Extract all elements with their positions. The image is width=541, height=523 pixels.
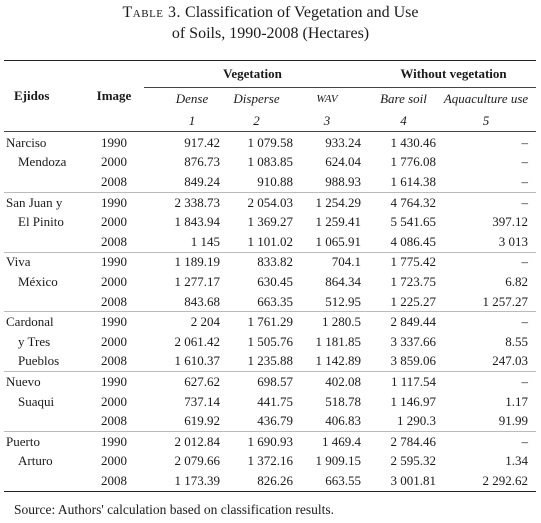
table-row	[4, 153, 536, 173]
year-cell: 2000	[101, 333, 127, 349]
table-row	[4, 332, 536, 352]
wav-cell: 512.95	[325, 293, 361, 309]
aquaculture-cell: 397.12	[492, 214, 528, 230]
disperse-cell: 630.45	[257, 273, 293, 289]
year-cell: 2008	[101, 353, 127, 369]
table-title-line-2: of Soils, 1990-2008 (Hectares)	[171, 25, 370, 42]
bare-soil-cell: 1 117.54	[361, 372, 436, 392]
disperse-cell: 826.26	[257, 472, 293, 488]
ejido-cell: Viva	[4, 252, 84, 272]
header-number-2: 2	[220, 110, 293, 132]
bare-soil-cell: 3 337.66	[390, 333, 436, 349]
bare-soil-cell: 1 430.46	[390, 134, 436, 150]
dense-cell: 2 061.42	[174, 333, 220, 349]
wav-cell: 1 142.89	[315, 353, 361, 369]
bare-soil-cell: 1 225.27	[390, 293, 436, 309]
aquaculture-cell: 8.55	[505, 333, 528, 349]
wav-cell: 406.83	[325, 413, 361, 429]
header-number-4: 4	[361, 110, 436, 132]
wav-cell: 1 909.15	[315, 453, 361, 469]
bare-soil-cell: 1 775.42	[361, 252, 436, 272]
wav-cell: 1 469.4	[293, 431, 361, 451]
dense-cell: 1 173.39	[174, 472, 220, 488]
ejido-cell: Arturo	[18, 453, 53, 469]
wav-cell: 864.34	[325, 273, 361, 289]
table-label: Table 3.	[122, 4, 182, 21]
disperse-cell: 698.57	[220, 372, 293, 392]
bare-soil-cell: 2 595.32	[390, 453, 436, 469]
year-cell: 2000	[101, 393, 127, 409]
wav-cell: 1 254.29	[293, 192, 361, 212]
aquaculture-cell: 1.17	[505, 393, 528, 409]
aquaculture-cell: –	[436, 252, 536, 272]
aquaculture-cell: 91.99	[498, 413, 528, 429]
year-cell: 1990	[101, 134, 127, 150]
wav-cell: 1 181.85	[315, 333, 361, 349]
ejido-cell: Pueblos	[18, 353, 60, 369]
ejido-cell: México	[18, 273, 58, 289]
wav-cell: 663.55	[325, 472, 361, 488]
aquaculture-cell: –	[521, 134, 528, 150]
disperse-cell: 1 761.29	[220, 312, 293, 332]
header-ejidos: Ejidos	[14, 88, 50, 103]
dense-cell: 876.73	[184, 154, 220, 170]
disperse-cell: 2 054.03	[220, 192, 293, 212]
ejido-cell	[4, 172, 84, 192]
wav-cell: 1 259.41	[315, 214, 361, 230]
table-row	[4, 212, 536, 232]
header-number-3: 3	[293, 110, 361, 132]
disperse-cell: 1 369.27	[247, 214, 293, 230]
dense-cell: 737.14	[184, 393, 220, 409]
ejido-cell	[4, 232, 84, 252]
table-row	[4, 252, 536, 272]
year-cell: 2008	[101, 472, 127, 488]
ejido-cell: San Juan y	[4, 192, 84, 212]
disperse-cell: 1 235.88	[247, 353, 293, 369]
ejido-cell: Suaqui	[18, 393, 55, 409]
aquaculture-cell: 3 013	[498, 233, 528, 249]
aquaculture-cell: 2 292.62	[482, 472, 528, 488]
table-row	[4, 192, 536, 212]
wav-cell: 1 065.91	[315, 233, 361, 249]
wav-cell: 933.24	[325, 134, 361, 150]
table-row	[4, 372, 536, 392]
dense-cell: 917.42	[184, 134, 220, 150]
table-row	[4, 392, 536, 412]
table-footnote: Source: Authors' calculation based on classification results.	[14, 502, 334, 517]
disperse-cell: 833.82	[220, 252, 293, 272]
disperse-cell: 1 083.85	[247, 154, 293, 170]
header-disperse: Disperse	[233, 91, 280, 106]
ejido-cell: Cardonal	[4, 312, 84, 332]
header-number-5: 5	[436, 110, 536, 132]
wav-cell: 1 280.5	[293, 312, 361, 332]
table-row	[4, 292, 536, 312]
dense-cell: 627.62	[144, 372, 220, 392]
ejido-cell: Mendoza	[18, 154, 67, 170]
disperse-cell: 436.79	[257, 413, 293, 429]
year-cell: 1990	[84, 431, 144, 451]
year-cell: 1990	[84, 192, 144, 212]
bare-soil-cell: 4 086.45	[390, 233, 436, 249]
bare-soil-cell: 2 784.46	[361, 431, 436, 451]
disperse-cell: 1 079.58	[247, 134, 293, 150]
dense-cell: 2 338.73	[144, 192, 220, 212]
disperse-cell: 1 372.16	[247, 453, 293, 469]
table-row	[4, 312, 536, 332]
aquaculture-cell: –	[436, 312, 536, 332]
dense-cell: 619.92	[184, 413, 220, 429]
header-aquaculture-use: Aquaculture use	[443, 91, 529, 106]
aquaculture-cell: –	[436, 431, 536, 451]
wav-cell: 624.04	[325, 154, 361, 170]
aquaculture-cell: –	[436, 192, 536, 212]
year-cell: 2008	[101, 173, 127, 189]
ejido-cell: Nuevo	[4, 372, 84, 392]
bare-soil-cell: 4 764.32	[361, 192, 436, 212]
bare-soil-cell: 1 146.97	[390, 393, 436, 409]
header-number-1: 1	[144, 110, 220, 132]
table-title	[0, 2, 541, 44]
year-cell: 2000	[101, 154, 127, 170]
ejido-cell: y Tres	[18, 333, 51, 349]
aquaculture-cell: –	[521, 154, 528, 170]
year-cell: 2008	[101, 233, 127, 249]
disperse-cell: 663.35	[257, 293, 293, 309]
vegetation-table	[4, 60, 536, 492]
dense-cell: 843.68	[184, 293, 220, 309]
wav-cell: 518.78	[325, 393, 361, 409]
table-row	[4, 232, 536, 252]
dense-cell: 1 277.17	[174, 273, 220, 289]
disperse-cell: 1 101.02	[247, 233, 293, 249]
header-wav: WAV	[316, 93, 338, 105]
table-row	[4, 431, 536, 451]
dense-cell: 1 145	[190, 233, 220, 249]
wav-cell: 402.08	[293, 372, 361, 392]
bare-soil-cell: 2 849.44	[361, 312, 436, 332]
disperse-cell: 1 690.93	[220, 431, 293, 451]
year-cell: 1990	[84, 312, 144, 332]
header-vegetation: Vegetation	[144, 61, 361, 88]
table-title-line-1	[0, 2, 541, 23]
bare-soil-cell: 1 290.3	[397, 413, 436, 429]
ejido-cell	[4, 292, 84, 312]
header-without-vegetation: Without vegetation	[361, 61, 536, 88]
aquaculture-cell: 1.34	[505, 453, 528, 469]
year-cell: 1990	[84, 252, 144, 272]
disperse-cell: 1 505.76	[247, 333, 293, 349]
header-image: Image	[96, 88, 132, 103]
wav-cell: 988.93	[325, 173, 361, 189]
ejido-cell	[4, 411, 84, 431]
ejido-cell: Puerto	[4, 431, 84, 451]
table-row	[4, 471, 536, 491]
header-dense: Dense	[175, 91, 209, 106]
year-cell: 2000	[101, 273, 127, 289]
dense-cell: 2 079.66	[174, 453, 220, 469]
aquaculture-cell: –	[436, 372, 536, 392]
bare-soil-cell: 5 541.65	[390, 214, 436, 230]
aquaculture-cell: 1 257.27	[482, 293, 528, 309]
year-cell: 1990	[84, 372, 144, 392]
ejido-cell: El Pinito	[18, 214, 64, 230]
table-title-text-1: Classification of Vegetation and Use	[181, 4, 419, 21]
table-row	[4, 411, 536, 431]
dense-cell: 1 610.37	[174, 353, 220, 369]
aquaculture-cell: 247.03	[492, 353, 528, 369]
dense-cell: 2 012.84	[144, 431, 220, 451]
bare-soil-cell: 1 776.08	[390, 154, 436, 170]
table-row	[4, 172, 536, 192]
table-row	[4, 272, 536, 292]
wav-cell: 704.1	[293, 252, 361, 272]
dense-cell: 1 843.94	[174, 214, 220, 230]
bare-soil-cell: 3 001.81	[390, 472, 436, 488]
ejido-cell	[4, 471, 84, 491]
bare-soil-cell: 1 723.75	[390, 273, 436, 289]
year-cell: 2000	[101, 453, 127, 469]
dense-cell: 1 189.19	[144, 252, 220, 272]
aquaculture-cell: –	[521, 173, 528, 189]
table-row	[4, 352, 536, 372]
bare-soil-cell: 3 859.06	[390, 353, 436, 369]
year-cell: 2008	[101, 293, 127, 309]
ejido-cell: Narciso	[6, 134, 47, 150]
year-cell: 2008	[101, 413, 127, 429]
header-bare-soil: Bare soil	[380, 91, 427, 106]
table-row	[4, 452, 536, 472]
disperse-cell: 441.75	[257, 393, 293, 409]
bare-soil-cell: 1 614.38	[390, 173, 436, 189]
year-cell: 2000	[101, 214, 127, 230]
disperse-cell: 910.88	[257, 173, 293, 189]
dense-cell: 849.24	[184, 173, 220, 189]
aquaculture-cell: 6.82	[505, 273, 528, 289]
dense-cell: 2 204	[144, 312, 220, 332]
table-row	[4, 133, 536, 153]
